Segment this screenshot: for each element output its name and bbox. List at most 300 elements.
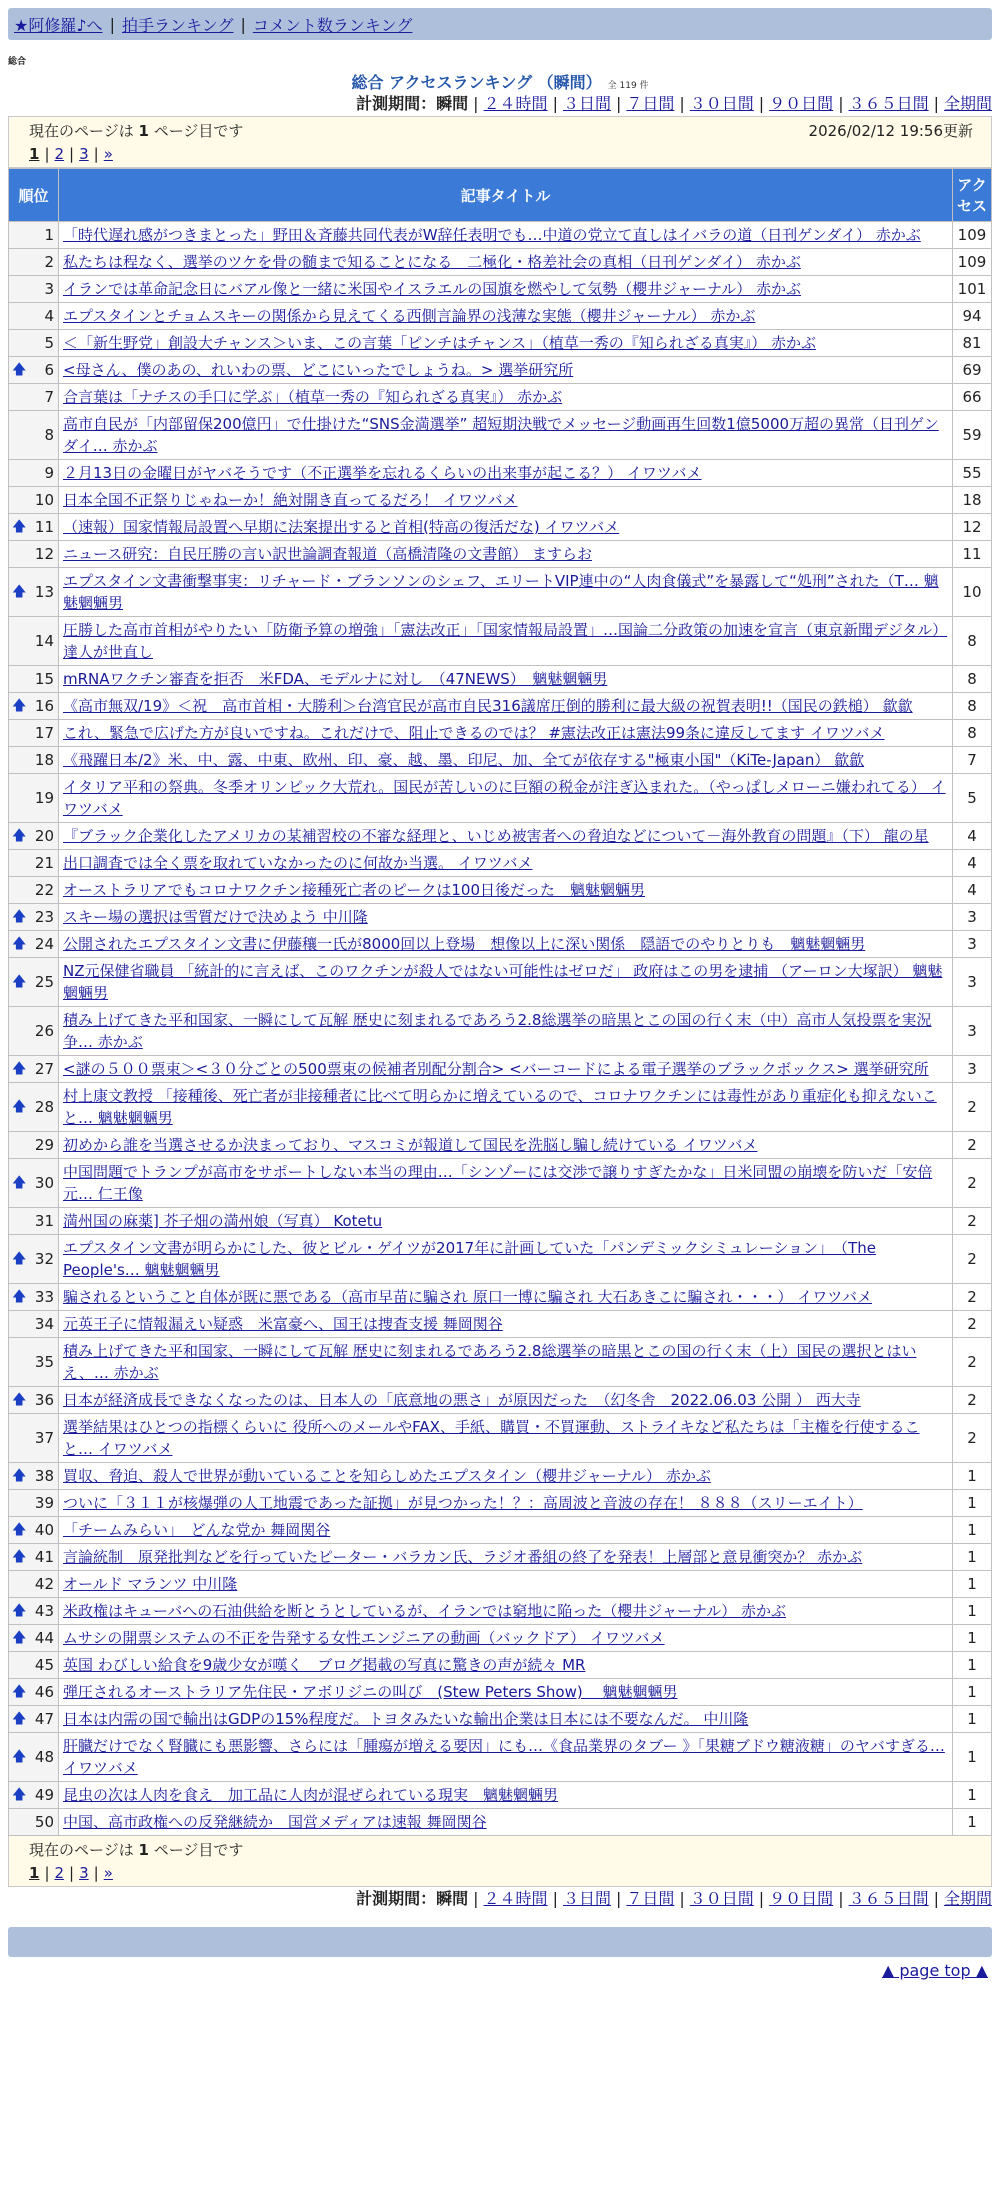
pager-page-link[interactable]: 2 <box>54 145 65 163</box>
pager-current-page: 1 <box>29 145 40 163</box>
pager-links <box>29 143 973 165</box>
up-arrow-icon: 🡅 <box>12 1603 27 1619</box>
article-link[interactable]: ＜「新生野党」創設大チャンス＞いま、この言葉「ピンチはチャンス」（植草一秀の『知られざる真実』） 赤かぶ <box>63 334 816 352</box>
up-arrow-icon: 🡅 <box>12 1061 27 1077</box>
access-count: 4 <box>953 823 992 850</box>
article-link[interactable]: 合言葉は「ナチスの手口に学ぶ」（植草一秀の『知られざる真実』） 赤かぶ <box>63 388 563 406</box>
total-count: 全 119 件 <box>607 81 649 91</box>
title-cell <box>59 1007 953 1056</box>
rank-cell <box>9 1463 59 1490</box>
pager-page-link[interactable]: 2 <box>54 1864 65 1882</box>
article-link[interactable]: mRNAワクチン審査を拒否 米FDA、モデルナに対し （47NEWS） 魑魅魍魎男 <box>63 670 608 688</box>
table-row <box>9 357 992 384</box>
period-label: 計測期間： <box>356 94 437 113</box>
title-cell <box>59 850 953 877</box>
page-title <box>8 70 992 92</box>
period-option[interactable]: ２４時間 <box>483 1889 548 1908</box>
article-link[interactable]: 英国 わびしい給食を9歳少女が嘆く ブログ掲載の写真に驚きの声が続々 MR <box>63 1656 586 1674</box>
rank-number: 11 <box>34 518 54 536</box>
rank-cell <box>9 850 59 877</box>
table-row <box>9 1490 992 1517</box>
pager-status <box>29 119 243 143</box>
article-link[interactable]: 出口調査では全く票を取れていなかったのに何故か当選。 イワツバメ <box>63 854 533 872</box>
table-row <box>9 904 992 931</box>
table-row <box>9 384 992 411</box>
article-link[interactable]: エプスタイン文書衝撃事実：リチャード・ブランソンのシェフ、エリートVIP連中の“人肉食儀式”を暴露して“処刑”された（T… 魑魅魍魎男 <box>63 572 939 612</box>
title-cell <box>59 958 953 1007</box>
period-separator: | <box>473 1889 479 1908</box>
up-arrow-icon: 🡅 <box>12 1711 27 1727</box>
rank-cell <box>9 1235 59 1284</box>
period-separator: | <box>615 94 622 113</box>
rank-number: 39 <box>34 1494 54 1512</box>
title-cell <box>59 1311 953 1338</box>
table-row <box>9 276 992 303</box>
pager-separator: | <box>44 1864 50 1882</box>
table-row <box>9 1733 992 1782</box>
rank-number: 35 <box>34 1353 54 1371</box>
article-link[interactable]: 「チームみらい」 どんな党か 舞岡関谷 <box>63 1521 331 1539</box>
access-count: 2 <box>953 1387 992 1414</box>
rank-number: 50 <box>34 1813 54 1831</box>
table-row <box>9 1311 992 1338</box>
table-row <box>9 1571 992 1598</box>
rank-number: 27 <box>34 1060 54 1078</box>
title-cell <box>59 1159 953 1208</box>
up-arrow-icon: 🡅 <box>12 1251 27 1267</box>
article-link[interactable]: 言論統制 原発批判などを行っていたピーター・バラカン氏、ラジオ番組の終了を発表！上層部と意見衝突か？ 赤かぶ <box>63 1548 863 1566</box>
table-row <box>9 823 992 850</box>
title-cell <box>59 330 953 357</box>
article-link[interactable]: 日本は内需の国で輸出はGDPの15%程度だ。トヨタみたいな輸出企業は日本には不要なんだ。 中川隆 <box>63 1710 749 1728</box>
rank-cell <box>9 1571 59 1598</box>
rank-number: 26 <box>34 1022 54 1040</box>
article-link[interactable]: 買収、脅迫、殺人で世界が動いていることを知らしめたエプスタイン（櫻井ジャーナル） 赤かぶ <box>63 1467 711 1485</box>
title-cell <box>59 303 953 330</box>
rank-number: 30 <box>34 1174 54 1192</box>
access-count: 1 <box>953 1625 992 1652</box>
table-row <box>9 877 992 904</box>
rank-cell <box>9 1208 59 1235</box>
rank-number: 15 <box>34 670 54 688</box>
title-cell <box>59 1132 953 1159</box>
pager-separator: | <box>93 1864 99 1882</box>
access-count: 1 <box>953 1679 992 1706</box>
title-cell <box>59 1208 953 1235</box>
period-option[interactable]: ２４時間 <box>483 94 548 113</box>
pager-status-num: 1 <box>138 1841 149 1859</box>
table-row <box>9 460 992 487</box>
table-row <box>9 1132 992 1159</box>
article-link[interactable]: 選挙結果はひとつの指標くらいに 役所へのメールやFAX、手紙、購買・不買運動、ストライキなど私たちは「主権を行使すること… イワツバメ <box>63 1418 920 1458</box>
access-count: 2 <box>953 1338 992 1387</box>
article-link[interactable]: （速報）国家情報局設置へ早期に法案提出すると首相(特高の復活だな) イワツバメ <box>63 518 620 536</box>
rank-cell <box>9 330 59 357</box>
rank-cell <box>9 276 59 303</box>
article-link[interactable]: 中国、高市政権への反発継続か 国営メディアは速報 舞岡関谷 <box>63 1813 487 1831</box>
rank-cell <box>9 357 59 384</box>
rank-number: 16 <box>34 697 54 715</box>
page-top-row <box>8 1961 992 1980</box>
nav-link-applause-ranking[interactable]: 拍手ランキング <box>121 15 234 35</box>
up-arrow-icon: 🡅 <box>12 1522 27 1538</box>
rank-cell <box>9 904 59 931</box>
table-row <box>9 1809 992 1836</box>
article-link[interactable]: 高市自民が「内部留保200億円」で仕掛けた“SNS金満選挙” 超短期決戦でメッセージ動画再生回数1億5000万超の異常（日刊ゲンダイ… 赤かぶ <box>63 415 939 455</box>
article-link[interactable]: 中国問題でトランプが高市をサポートしない本当の理由…「シンゾーには交渉で譲りすぎたかな」日米同盟の崩壊を防いだ「安倍元… 仁王像 <box>63 1163 933 1203</box>
title-cell <box>59 1338 953 1387</box>
article-link[interactable]: 米政権はキューバへの石油供給を断とうとしているが、イランでは窮地に陥った（櫻井ジャーナル） 赤かぶ <box>63 1602 786 1620</box>
table-row <box>9 249 992 276</box>
access-count: 8 <box>953 720 992 747</box>
access-count: 59 <box>953 411 992 460</box>
up-arrow-icon: 🡅 <box>12 1684 27 1700</box>
article-link[interactable]: 騙されるということ自体が既に悪である（高市早苗に騙され 原口一博に騙され 大石あきこに騙され・・・） イワツバメ <box>63 1288 873 1306</box>
title-cell <box>59 904 953 931</box>
access-count: 66 <box>953 384 992 411</box>
rank-cell <box>9 1159 59 1208</box>
access-count: 2 <box>953 1208 992 1235</box>
pager-next-link[interactable]: » <box>103 1864 113 1882</box>
rank-cell <box>9 1387 59 1414</box>
period-separator: | <box>933 1889 939 1908</box>
rank-number: 20 <box>34 827 54 845</box>
title-cell <box>59 541 953 568</box>
nav-separator: | <box>240 14 246 34</box>
rank-number: 45 <box>34 1656 54 1674</box>
title-cell <box>59 1571 953 1598</box>
access-count: 1 <box>953 1490 992 1517</box>
access-count: 8 <box>953 693 992 720</box>
access-count: 8 <box>953 666 992 693</box>
rank-number: 8 <box>44 426 54 444</box>
article-link[interactable]: オーストラリアでもコロナワクチン接種死亡者のピークは100日後だった 魑魅魍魎男 <box>63 881 645 899</box>
access-count: 2 <box>953 1083 992 1132</box>
access-count: 2 <box>953 1311 992 1338</box>
rank-cell <box>9 1598 59 1625</box>
access-count: 3 <box>953 958 992 1007</box>
access-count: 101 <box>953 276 992 303</box>
access-count: 18 <box>953 487 992 514</box>
pager-status-row <box>29 1838 973 1862</box>
rank-cell <box>9 1007 59 1056</box>
table-row <box>9 1007 992 1056</box>
rank-cell <box>9 514 59 541</box>
access-count: 7 <box>953 747 992 774</box>
table-row <box>9 1235 992 1284</box>
rank-number: 42 <box>34 1575 54 1593</box>
pager-page-link[interactable]: 3 <box>79 145 89 163</box>
period-separator: | <box>838 1889 844 1908</box>
table-row <box>9 850 992 877</box>
title-cell <box>59 222 953 249</box>
title-cell <box>59 1809 953 1836</box>
up-arrow-icon: 🡅 <box>12 1787 27 1803</box>
article-link[interactable]: 初めから誰を当選させるか決まっており、マスコミが報道して国民を洗脳し騙し続けている イワツバメ <box>63 1136 758 1154</box>
title-cell <box>59 357 953 384</box>
rank-number: 7 <box>44 388 54 406</box>
article-link[interactable]: 公開されたエプスタイン文書に伊藤穰一氏が8000回以上登場 想像以上に深い関係 隠語でのやりとりも 魑魅魍魎男 <box>63 935 866 953</box>
up-arrow-icon: 🡅 <box>12 1749 27 1765</box>
article-link[interactable]: これ、緊急で広げた方が良いですね。これだけで、阻止できるのでは？ #憲法改正は憲法99条に違反してます イワツバメ <box>63 724 885 742</box>
period-option[interactable]: ７日間 <box>626 1889 675 1908</box>
access-count: 8 <box>953 617 992 666</box>
rank-number: 3 <box>44 280 54 298</box>
article-link[interactable]: エプスタイン文書が明らかにした、彼とビル・ゲイツが2017年に計画していた「パンデミックシミュレーション」 （The People's… 魑魅魍魎男 <box>63 1239 876 1279</box>
pager-current-page: 1 <box>29 1864 40 1882</box>
article-link[interactable]: 肝臓だけでなく腎臓にも悪影響、さらには「腫瘍が増える要因」にも…《食品業界のタブー 》「果糖ブドウ糖液糖」のヤバすぎる… イワツバメ <box>63 1737 945 1777</box>
article-link[interactable]: NZ元保健省職員 「統計的に言えば、このワクチンが殺人ではない可能性はゼロだ」 政府はこの男を逮捕 （アーロン大塚訳） 魑魅魍魎男 <box>63 962 943 1002</box>
table-row <box>9 1544 992 1571</box>
article-link[interactable]: ２月13日の金曜日がヤバそうです（不正選挙を忘れるくらいの出来事が起こる？） イワツバメ <box>63 464 702 482</box>
period-separator: | <box>758 94 765 113</box>
pager-next-link[interactable]: » <box>103 145 113 163</box>
pager-page-link[interactable]: 3 <box>79 1864 89 1882</box>
table-row <box>9 1652 992 1679</box>
period-option[interactable]: ７日間 <box>626 94 675 113</box>
rank-cell <box>9 1284 59 1311</box>
access-count: 69 <box>953 357 992 384</box>
title-cell <box>59 747 953 774</box>
article-link[interactable]: ニュース研究：自民圧勝の言い訳世論調査報道（高橋清隆の文書館） ますらお <box>63 545 593 563</box>
rank-number: 10 <box>34 491 54 509</box>
rank-number: 13 <box>34 583 54 601</box>
table-row <box>9 1083 992 1132</box>
title-cell <box>59 460 953 487</box>
table-row <box>9 1414 992 1463</box>
table-row <box>9 541 992 568</box>
pager-top <box>8 116 992 168</box>
title-cell <box>59 1544 953 1571</box>
rank-cell <box>9 931 59 958</box>
period-option[interactable]: ３日間 <box>562 94 611 113</box>
table-row <box>9 720 992 747</box>
table-row <box>9 1387 992 1414</box>
access-count: 11 <box>953 541 992 568</box>
table-row <box>9 1679 992 1706</box>
rank-cell <box>9 1414 59 1463</box>
rank-cell <box>9 541 59 568</box>
rank-number: 23 <box>34 908 54 926</box>
period-option[interactable]: ９０日間 <box>769 1889 834 1908</box>
article-link[interactable]: 村上康文教授 「接種後、死亡者が非接種者に比べて明らかに増えているので、コロナワクチンには毒性があり重症化も抑えないこと… 魑魅魍魎男 <box>63 1087 937 1127</box>
pager-separator: | <box>69 1864 75 1882</box>
article-link[interactable]: スキー場の選択は雪質だけで決めよう 中川隆 <box>63 908 368 926</box>
rank-cell <box>9 1782 59 1809</box>
rank-cell <box>9 774 59 823</box>
nav-link-comment-ranking[interactable]: コメント数ランキング <box>252 15 413 35</box>
article-link[interactable]: 日本全国不正祭りじゃねーか！絶対開き直ってるだろ！ イワツバメ <box>63 491 518 509</box>
table-row <box>9 303 992 330</box>
table-row <box>9 514 992 541</box>
table-row <box>9 1338 992 1387</box>
table-row <box>9 1463 992 1490</box>
title-cell <box>59 276 953 303</box>
rank-number: 47 <box>34 1710 54 1728</box>
rank-cell <box>9 693 59 720</box>
period-option[interactable]: ３０日間 <box>689 1889 754 1908</box>
article-link[interactable]: <母さん、僕のあの、れいわの票、どこにいったでしょうね。> 選挙研究所 <box>63 361 574 379</box>
rank-cell <box>9 877 59 904</box>
up-arrow-icon: 🡅 <box>12 698 27 714</box>
rank-number: 46 <box>34 1683 54 1701</box>
period-separator: | <box>552 94 558 113</box>
table-row <box>9 411 992 460</box>
table-row <box>9 617 992 666</box>
article-link[interactable]: 積み上げてきた平和国家、一瞬にして瓦解 歴史に刻まれるであろう2.8総選挙の暗黒とこの国の行く末（中）高市人気投票を実況争… 赤かぶ <box>63 1011 932 1051</box>
article-link[interactable]: 「時代遅れ感がつきまとった」野田＆斉藤共同代表がW辞任表明でも…中道の党立て直しはイバラの道（日刊ゲンダイ） 赤かぶ <box>63 226 921 244</box>
nav-link-asyura[interactable]: ★阿修羅♪へ <box>14 15 103 35</box>
ranking-table-body <box>9 222 992 1836</box>
pager-status-num: 1 <box>138 122 149 140</box>
table-row <box>9 487 992 514</box>
access-count: 2 <box>953 1284 992 1311</box>
rank-cell <box>9 1338 59 1387</box>
title-cell <box>59 1463 953 1490</box>
article-link[interactable]: 昆虫の次は人肉を食え 加工品に人肉が混ぜられている現実 魑魅魍魎男 <box>63 1786 559 1804</box>
article-link[interactable]: 積み上げてきた平和国家、一瞬にして瓦解 歴史に刻まれるであろう2.8総選挙の暗黒とこの国の行く末（上）国民の選択とはいえ、… 赤かぶ <box>63 1342 917 1382</box>
title-cell <box>59 666 953 693</box>
up-arrow-icon: 🡅 <box>12 1468 27 1484</box>
table-row <box>9 774 992 823</box>
title-cell <box>59 1706 953 1733</box>
rank-number: 44 <box>34 1629 54 1647</box>
rank-cell <box>9 1679 59 1706</box>
rank-number: 1 <box>44 226 54 244</box>
access-count: 55 <box>953 460 992 487</box>
title-cell <box>59 1733 953 1782</box>
up-arrow-icon: 🡅 <box>12 1549 27 1565</box>
access-count: 1 <box>953 1809 992 1836</box>
rank-number: 18 <box>34 751 54 769</box>
article-link[interactable]: ムサシの開票システムの不正を告発する女性エンジニアの動画（バックドア） イワツバメ <box>63 1629 665 1647</box>
rank-cell <box>9 666 59 693</box>
access-count: 10 <box>953 568 992 617</box>
article-link[interactable]: 《高市無双/19》＜祝 高市首相・大勝利＞台湾官民が高市自民316議席圧倒的勝利に最大級の祝賀表明!!（国民の鉄槌） 歙歙 <box>63 697 913 715</box>
rank-number: 19 <box>34 789 54 807</box>
rank-cell <box>9 1056 59 1083</box>
up-arrow-icon: 🡅 <box>12 828 27 844</box>
period-current: 瞬間 <box>436 94 469 113</box>
bottom-bar <box>8 1927 992 1957</box>
rank-number: 12 <box>34 545 54 563</box>
title-cell <box>59 774 953 823</box>
period-option[interactable]: ３６５日間 <box>848 1889 929 1908</box>
access-count: 4 <box>953 877 992 904</box>
period-selector <box>8 92 992 116</box>
article-link[interactable]: オールド マランツ 中川隆 <box>63 1575 238 1593</box>
top-nav <box>8 8 992 40</box>
up-arrow-icon: 🡅 <box>12 1289 27 1305</box>
access-count: 2 <box>953 1414 992 1463</box>
period-option[interactable]: ３６５日間 <box>848 94 929 113</box>
title-cell <box>59 1387 953 1414</box>
access-count: 1 <box>953 1733 992 1782</box>
rank-number: 2 <box>44 253 54 271</box>
rank-cell <box>9 1132 59 1159</box>
period-separator: | <box>679 1889 685 1908</box>
table-row <box>9 1208 992 1235</box>
article-link[interactable]: 元英王子に情報漏えい疑惑 米富豪へ、国王は捜査支援 舞岡関谷 <box>63 1315 503 1333</box>
article-link[interactable]: 日本が経済成長できなくなったのは、日本人の「底意地の悪さ」が原因だった （幻冬舎 2022.06.03 公開 ） 西大寺 <box>63 1391 861 1409</box>
table-row <box>9 931 992 958</box>
pager-links <box>29 1862 973 1884</box>
period-selector-bottom <box>8 1887 992 1911</box>
article-link[interactable]: ついに「３１１が核爆弾の人工地震であった証拠」が見つかった！？：高周波と音波の存在！ ８８８（スリーエイト） <box>63 1494 863 1512</box>
access-count: 3 <box>953 931 992 958</box>
rank-number: 9 <box>44 464 54 482</box>
column-header-title: 記事タイトル <box>59 169 953 222</box>
rank-cell <box>9 222 59 249</box>
article-link[interactable]: イタリア平和の祭典。冬季オリンピック大荒れ。国民が苦しいのに巨額の税金が注ぎ込まれた。（やっぱしメローニ嫌われてる） イワツバメ <box>63 778 946 818</box>
article-link[interactable]: 私たちは程なく、選挙のツケを骨の髄まで知ることになる 二極化・格差社会の真相（日刊ゲンダイ） 赤かぶ <box>63 253 801 271</box>
title-cell <box>59 1782 953 1809</box>
rank-number: 21 <box>34 854 54 872</box>
article-link[interactable]: エプスタインとチョムスキーの関係から見えてくる西側言論界の浅薄な実態（櫻井ジャーナル） 赤かぶ <box>63 307 756 325</box>
table-row <box>9 1598 992 1625</box>
period-option[interactable]: ９０日間 <box>769 94 834 113</box>
rank-cell <box>9 460 59 487</box>
period-option[interactable]: ３０日間 <box>689 94 754 113</box>
access-count: 3 <box>953 1056 992 1083</box>
rank-cell <box>9 568 59 617</box>
title-cell <box>59 931 953 958</box>
table-row <box>9 1625 992 1652</box>
title-cell <box>59 1490 953 1517</box>
article-link[interactable]: 弾圧されるオーストラリア先住民・アボリジニの叫び (Stew Peters Show) 魑魅魍魎男 <box>63 1683 678 1701</box>
access-count: 3 <box>953 1007 992 1056</box>
rank-cell <box>9 1083 59 1132</box>
pager-status-post: ページ目です <box>148 122 244 140</box>
period-option[interactable]: ３日間 <box>562 1889 611 1908</box>
pager-status <box>29 1838 243 1862</box>
period-option[interactable]: 全期間 <box>943 94 992 113</box>
pager-status-pre: 現在のページは <box>29 122 139 140</box>
updated-time: 2026/02/12 19:56更新 <box>808 122 973 140</box>
column-header-rank: 順位 <box>9 169 59 222</box>
article-link[interactable]: 圧勝した高市首相がやりたい「防衛予算の増強」「憲法改正」「国家情報局設置」…国論二分政策の加速を宣言（東京新聞デジタル） 達人が世直し <box>63 621 948 661</box>
period-option[interactable]: 全期間 <box>943 1889 992 1908</box>
table-row <box>9 330 992 357</box>
pager-status-row <box>29 119 973 143</box>
article-link[interactable]: <謎の５００票束＞<３０分ごとの500票束の候補者別配分割合> <バーコードによる電子選挙のブラックボックス> 選挙研究所 <box>63 1060 929 1078</box>
access-count: 3 <box>953 904 992 931</box>
rank-cell <box>9 487 59 514</box>
article-link[interactable]: イランでは革命記念日にバアル像と一緒に米国やイスラエルの国旗を燃やして気勢（櫻井ジャーナル） 赤かぶ <box>63 280 801 298</box>
title-cell <box>59 1679 953 1706</box>
table-row <box>9 1284 992 1311</box>
title-cell <box>59 1652 953 1679</box>
rank-number: 25 <box>34 973 54 991</box>
access-count: 109 <box>953 249 992 276</box>
table-row <box>9 1782 992 1809</box>
rank-number: 4 <box>44 307 54 325</box>
pager-status-pre: 現在のページは <box>29 1841 139 1859</box>
article-link[interactable]: 『ブラック企業化したアメリカの某補習校の不審な経理と、いじめ被害者への脅迫などについて－海外教育の問題』（下） 龍の星 <box>63 827 929 845</box>
rank-number: 40 <box>34 1521 54 1539</box>
period-separator: | <box>838 94 844 113</box>
rank-cell <box>9 303 59 330</box>
article-link[interactable]: 満州国の麻薬] 芥子畑の満州娘（写真） Kotetu <box>63 1212 383 1230</box>
table-row <box>9 747 992 774</box>
title-cell <box>59 411 953 460</box>
page-top-link[interactable]: ▲ page top ▲ <box>881 1961 988 1980</box>
pager-bottom <box>8 1836 992 1887</box>
article-link[interactable]: 《飛躍日本/2》米、中、露、中東、欧州、印、豪、越、墨、印尼、加、全てが依存する"極東小国"（KiTe-Japan） 歙歙 <box>63 751 865 769</box>
rank-number: 31 <box>34 1212 54 1230</box>
access-count: 109 <box>953 222 992 249</box>
pager-separator: | <box>69 145 75 163</box>
